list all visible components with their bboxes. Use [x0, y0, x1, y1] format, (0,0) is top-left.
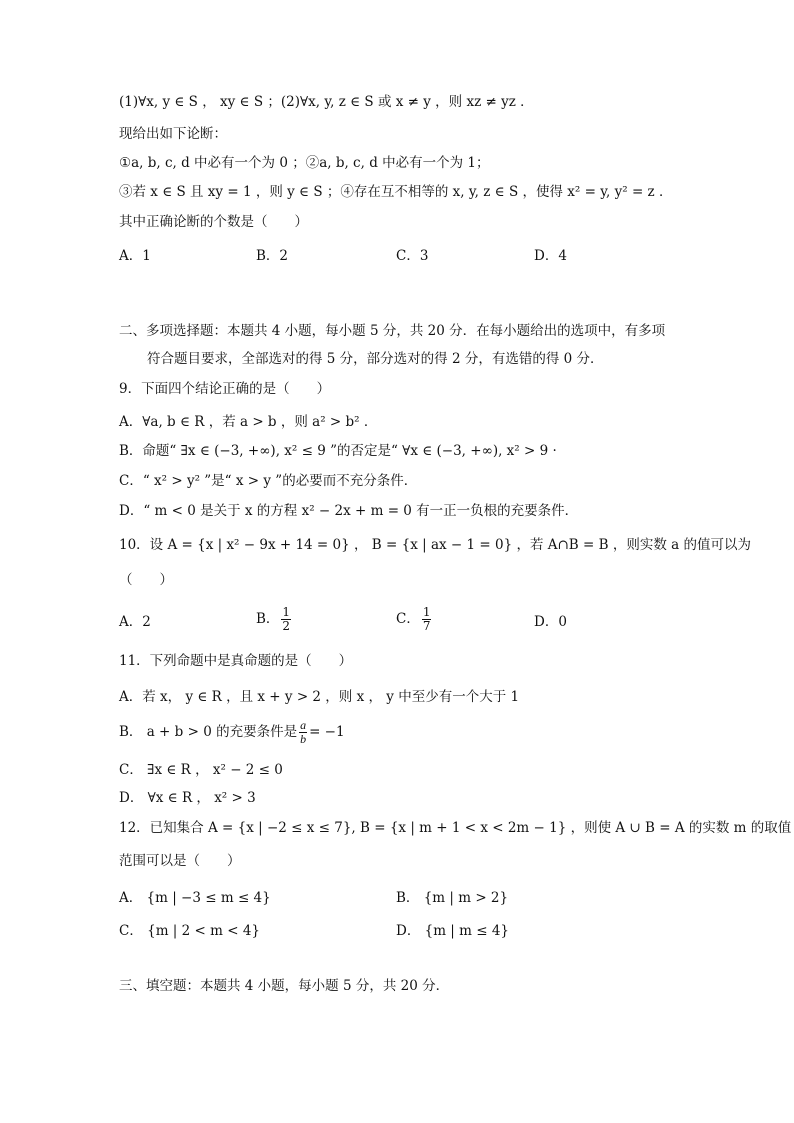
section-3-heading: 三、填空题：本题共 4 小题，每小题 5 分，共 20 分． [119, 978, 450, 994]
q10-option-c-fraction: $\frac{1}{7}$ [422, 605, 431, 633]
q10-option-a[interactable]: A．2 [119, 614, 151, 630]
q11-option-b-post: = −1 [309, 724, 345, 740]
q12-stem-cont: 范围可以是（ ） [119, 853, 241, 869]
q10-stem-cont: （ ） [119, 572, 173, 588]
q8-condition-line: (1)∀x, y ∈ S ， xy ∈ S ；(2)∀x, y, z ∈ S 或 x ≠ y ，则 xz ≠ yz ． [119, 94, 534, 110]
q11-stem: 11．下列命题中是真命题的是（ ） [119, 653, 353, 669]
q9-option-a[interactable]: A．∀a, b ∈ R ，若 a > b ，则 a² > b² ． [119, 414, 378, 430]
q8-question: 其中正确论断的个数是（ ） [119, 214, 308, 230]
q8-option-d[interactable]: D．4 [534, 248, 567, 264]
q8-option-b[interactable]: B．2 [256, 248, 289, 264]
q12-option-a[interactable]: A． {m | −3 ≤ m ≤ 4} [119, 890, 271, 906]
q10-option-d[interactable]: D．0 [534, 614, 567, 630]
q11-option-b[interactable] [119, 719, 345, 746]
q8-option-a[interactable]: A．1 [119, 248, 151, 264]
section-2-heading-cont: 符合题目要求，全部选对的得 5 分，部分选对的得 2 分，有选错的得 0 分． [147, 351, 604, 367]
q10-option-c-label: C． [396, 611, 420, 627]
q8-option-c[interactable]: C．3 [396, 248, 429, 264]
q9-option-d[interactable]: D．“ m < 0 是关于 x 的方程 x² − 2x + m = 0 有一正一负根的充要条件． [119, 503, 579, 519]
q9-option-c[interactable]: C．“ x² > y² ”是“ x > y ”的必要而不充分条件． [119, 473, 418, 489]
q11-option-d[interactable]: D． ∀x ∈ R ， x² > 3 [119, 790, 256, 806]
q9-stem: 9．下面四个结论正确的是（ ） [119, 381, 331, 397]
q9-option-b[interactable]: B．命题“ ∃x ∈ (−3, +∞), x² ≤ 9 ”的否定是“ ∀x ∈ (−3, +∞), x² > 9 · [119, 443, 557, 459]
q11-option-b-fraction: $\frac{a}{b}$ [300, 718, 307, 746]
q10-stem: 10．设 A = {x | x² − 9x + 14 = 0} ， B = {x | ax − 1 = 0} ，若 A∩B = B ，则实数 a 的值可以为 [119, 537, 751, 553]
section-2-heading: 二、多项选择题：本题共 4 小题，每小题 5 分，共 20 分．在每小题给出的选项中，有多项 [119, 323, 666, 339]
q12-option-d[interactable]: D． {m | m ≤ 4} [396, 923, 510, 939]
q12-stem: 12．已知集合 A = {x | −2 ≤ x ≤ 7}, B = {x | m + 1 < x < 2m − 1} ，则使 A ∪ B = A 的实数 m 的取值 [119, 820, 792, 836]
q10-option-c[interactable] [396, 606, 433, 633]
q12-option-b[interactable]: B． {m | m > 2} [396, 890, 509, 906]
q8-claims-3-4: ③若 x ∈ S 且 xy = 1 ，则 y ∈ S ；④存在互不相等的 x, y, z ∈ S ，使得 x² = y, y² = z ． [119, 184, 673, 200]
q10-option-b-label: B． [256, 611, 280, 627]
q8-claims-1-2: ①a, b, c, d 中必有一个为 0 ；②a, b, c, d 中必有一个为 1； [119, 155, 490, 171]
q10-option-b[interactable] [256, 606, 293, 633]
q11-option-a[interactable]: A．若 x， y ∈ R ，且 x + y > 2 ，则 x ， y 中至少有一个大于 1 [119, 689, 520, 705]
q11-option-b-pre: B． a + b > 0 的充要条件是 [119, 724, 298, 740]
q10-option-b-fraction: $\frac{1}{2}$ [282, 605, 291, 633]
q11-option-c[interactable]: C． ∃x ∈ R ， x² − 2 ≤ 0 [119, 762, 283, 778]
q12-option-c[interactable]: C． {m | 2 < m < 4} [119, 923, 260, 939]
q8-intro-line: 现给出如下论断： [119, 126, 227, 142]
